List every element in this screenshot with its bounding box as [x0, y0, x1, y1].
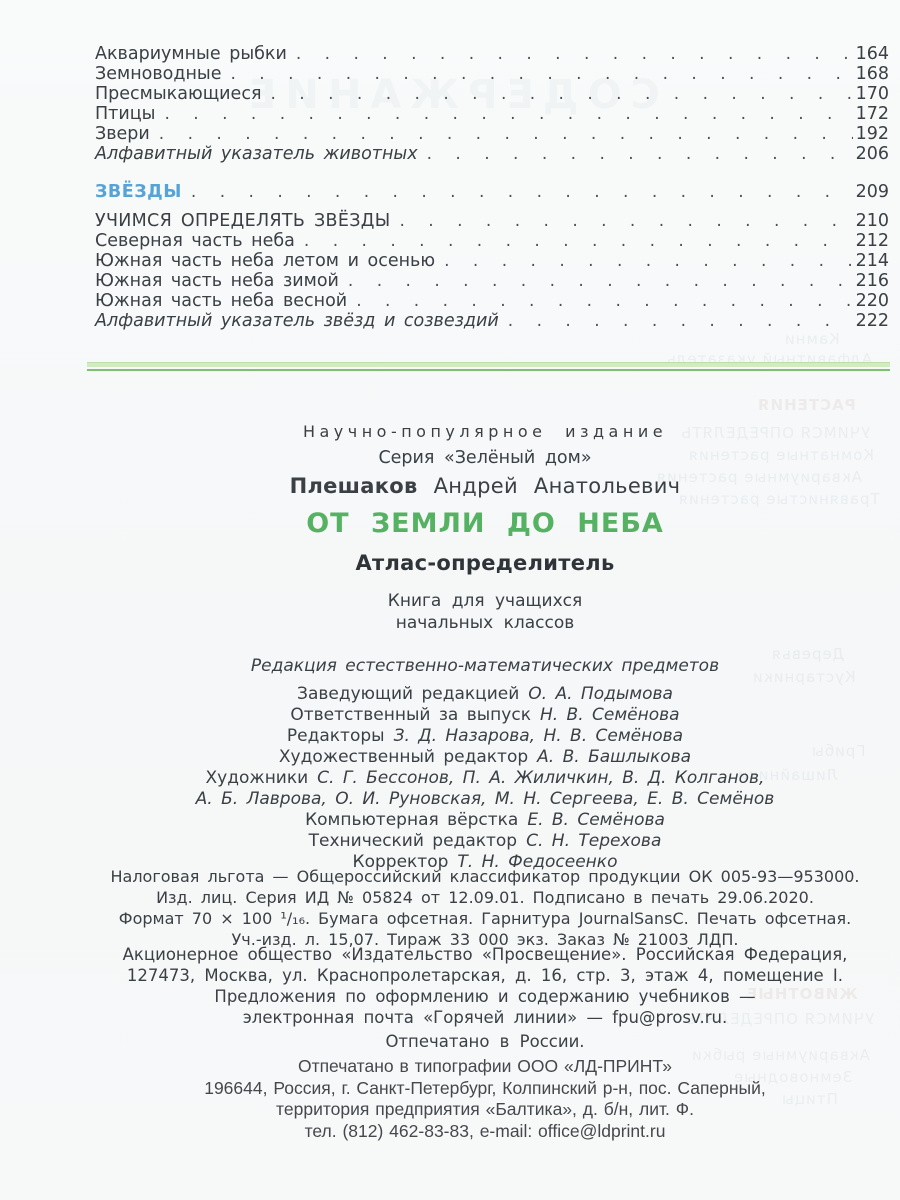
toc-section-heading: ЗВЁЗДЫ: [95, 182, 182, 202]
imprint-line: Уч.-изд. л. 15,07. Тираж 33 000 экз. Заказ № 21003 ЛДП.: [231, 930, 739, 949]
toc-page-number: 172: [855, 104, 889, 124]
credit-role: Ответственный за выпуск: [290, 705, 531, 725]
toc-row: [95, 44, 889, 64]
credit-name: С. Г. Бессонов, П. А. Жиличкин, В. Д. Колганов,: [317, 768, 765, 788]
credit-row: [70, 831, 900, 852]
showthrough-text: Деревья: [770, 645, 844, 663]
imprint-line: Изд. лиц. Серия ИД № 05824 от 12.09.01. Подписано в печать 29.06.2020.: [156, 888, 814, 907]
green-divider: [87, 362, 890, 371]
toc-page-number: 170: [855, 84, 889, 104]
toc-entry-label: УЧИМСЯ ОПРЕДЕЛЯТЬ ЗВЁЗДЫ: [95, 211, 391, 231]
printer-block: [70, 1056, 900, 1142]
toc-row: [95, 291, 889, 311]
dot-leader: [427, 144, 853, 164]
toc-page-number: 212: [855, 231, 889, 251]
toc-entry-label: Аквариумные рыбки: [95, 44, 287, 64]
author-given-names: Андрей Анатольевич: [433, 474, 681, 498]
credit-role: Технический редактор: [308, 831, 518, 851]
dot-leader: [508, 311, 853, 331]
toc-page-number: 164: [855, 44, 889, 64]
showthrough-text: Аквариумные растения: [656, 468, 862, 486]
dot-leader: [230, 64, 853, 84]
suggestions-line: Предложения по оформлению и содержанию учебников —: [214, 987, 756, 1006]
printer-line: 196644, Россия, г. Санкт-Петербург, Колпинский р-н, пос. Саперный,: [204, 1077, 766, 1098]
editorial-credits: [70, 656, 900, 873]
suggestions-line: электронная почта «Горячей линии» — fpu@prosv.ru.: [242, 1008, 728, 1027]
toc-page-number: 209: [855, 182, 889, 202]
showthrough-text: Кустарники: [752, 668, 856, 686]
toc-row: [95, 84, 889, 104]
credit-role: Заведующий редакцией: [297, 684, 520, 704]
toc-row: [95, 211, 889, 231]
book-title: ОТ ЗЕМЛИ ДО НЕБА: [306, 508, 664, 539]
credit-role: Корректор: [352, 852, 449, 872]
toc-row: [95, 124, 889, 144]
editorial-department: Редакция естественно-математических предметов: [250, 656, 720, 676]
edition-type: Научно-популярное издание: [302, 422, 668, 441]
credit-name: Н. В. Семёнова: [539, 705, 680, 725]
table-of-contents: [95, 44, 889, 331]
publisher-block: [70, 944, 900, 986]
printed-in-line: Отпечатано в России.: [385, 1032, 585, 1051]
imprint-block: [70, 866, 900, 950]
credit-name: А. Б. Лаврова, О. И. Руновская, М. Н. Сергеева, Е. В. Семёнов: [195, 789, 775, 809]
showthrough-text: РАСТЕНИЯ: [757, 396, 856, 414]
toc-page-number: 214: [855, 251, 889, 271]
publisher-line: 127473, Москва, ул. Краснопролетарская, д. 16, стр. 3, этаж 4, помещение I.: [126, 966, 844, 985]
edition-block: [70, 422, 900, 468]
credit-name: Т. Н. Федосеенко: [457, 852, 618, 872]
printer-line: территория предприятия «Балтика», д. б/н, лит. Ф.: [276, 1099, 694, 1119]
credit-row: [70, 768, 900, 789]
credit-row: [70, 726, 900, 747]
showthrough-text: УЧИМСЯ ОПРЕДЕЛЯТЬ: [679, 424, 870, 442]
showthrough-heading: СОДЕРЖАНИЕ: [240, 72, 660, 118]
credit-row: [70, 747, 900, 768]
credit-name: О. А. Подымова: [528, 684, 673, 704]
showthrough-text: Комнатные растения: [687, 446, 874, 464]
showthrough-text: Алфавитный указатель: [665, 350, 872, 368]
showthrough-text: Земноводные: [732, 1068, 852, 1086]
credit-role: Компьютерная вёрстка: [305, 810, 519, 830]
toc-entry-label: Алфавитный указатель животных: [95, 144, 418, 164]
credit-row: [70, 810, 900, 831]
toc-entry-label: Южная часть неба весной: [95, 291, 348, 311]
toc-page-number: 210: [855, 211, 889, 231]
dot-leader: [444, 251, 853, 271]
toc-entry-label: Южная часть неба летом и осенью: [95, 251, 436, 271]
credit-row: [70, 789, 900, 810]
toc-entry-label: Алфавитный указатель звёзд и созвездий: [95, 311, 499, 331]
toc-page-number: 222: [855, 311, 889, 331]
toc-page-number: 216: [855, 271, 889, 291]
toc-entry-label: Земноводные: [95, 64, 222, 84]
divider-band: [87, 362, 890, 367]
book-subtitle: Атлас-определитель: [355, 551, 615, 575]
credit-name: З. Д. Назарова, Н. В. Семёнова: [393, 726, 684, 746]
toc-page-number: 168: [855, 64, 889, 84]
toc-page-number: 192: [855, 124, 889, 144]
showthrough-text: Птицы: [781, 1090, 838, 1108]
dot-leader: [164, 104, 853, 124]
credit-role: Художники: [205, 768, 309, 788]
audience-line: начальных классов: [395, 613, 575, 633]
suggestions-block: [70, 986, 900, 1028]
showthrough-text: УЧИМСЯ ОПРЕДЕЛЯТЬ: [683, 1010, 874, 1028]
toc-row-stars-section: [95, 182, 889, 202]
credit-role: Редакторы: [286, 726, 385, 746]
toc-entry-label: Пресмыкающиеся: [95, 84, 262, 104]
series-name: Серия «Зелёный дом»: [378, 448, 592, 468]
printer-line: тел. (812) 462-83-83, e-mail: office@ldprint.ru: [304, 1120, 666, 1141]
dot-leader: [304, 231, 853, 251]
toc-entry-label: Южная часть неба зимой: [95, 271, 339, 291]
toc-row: [95, 64, 889, 84]
toc-entry-label: Птицы: [95, 104, 156, 124]
toc-page-number: 206: [855, 144, 889, 164]
credit-row: [70, 684, 900, 705]
credit-role: Художественный редактор: [278, 747, 529, 767]
dot-leader: [356, 291, 853, 311]
showthrough-text: Грибы: [811, 742, 866, 760]
dot-leader: [296, 44, 853, 64]
dot-leader: [270, 84, 853, 104]
showthrough-text: Лишайники: [736, 766, 838, 784]
showthrough-text: ЖИВОТНЫЕ: [746, 985, 858, 1003]
credit-name: С. Н. Терехова: [526, 831, 662, 851]
audience-block: [70, 590, 900, 634]
toc-entry-label: Звери: [95, 124, 150, 144]
author-surname: Плешаков: [289, 474, 418, 498]
toc-row: [95, 251, 889, 271]
audience-line: Книга для учащихся: [387, 591, 583, 611]
dot-leader: [159, 124, 853, 144]
credit-row: [70, 705, 900, 726]
imprint-line: Формат 70 × 100 ¹/₁₆. Бумага офсетная. Гарнитура JournalSansC. Печать офсетная.: [118, 909, 852, 928]
toc-row: [95, 231, 889, 251]
toc-entry-label: Северная часть неба: [95, 231, 295, 251]
printer-line: Отпечатано в типографии ООО «ЛД-ПРИНТ»: [297, 1056, 673, 1076]
divider-rule: [87, 369, 890, 371]
showthrough-text: Травянистые растения: [678, 490, 880, 508]
toc-row: [95, 271, 889, 291]
credit-name: А. В. Башлыкова: [537, 747, 692, 767]
dot-leader: [348, 271, 853, 291]
showthrough-text: Камни: [784, 330, 840, 348]
toc-row: [95, 311, 889, 331]
imprint-line: Налоговая льгота — Общероссийский классификатор продукции ОК 005-93—953000.: [110, 867, 860, 886]
showthrough-text: Аквариумные рыбки: [691, 1046, 870, 1064]
toc-row: [95, 104, 889, 124]
dot-leader: [399, 211, 853, 231]
toc-row: [95, 144, 889, 164]
credit-name: Е. В. Семёнова: [527, 810, 665, 830]
dot-leader: [191, 182, 853, 202]
author-line: [70, 474, 900, 498]
toc-page-number: 220: [855, 291, 889, 311]
publisher-line: Акционерное общество «Издательство «Просвещение». Российская Федерация,: [122, 945, 848, 964]
